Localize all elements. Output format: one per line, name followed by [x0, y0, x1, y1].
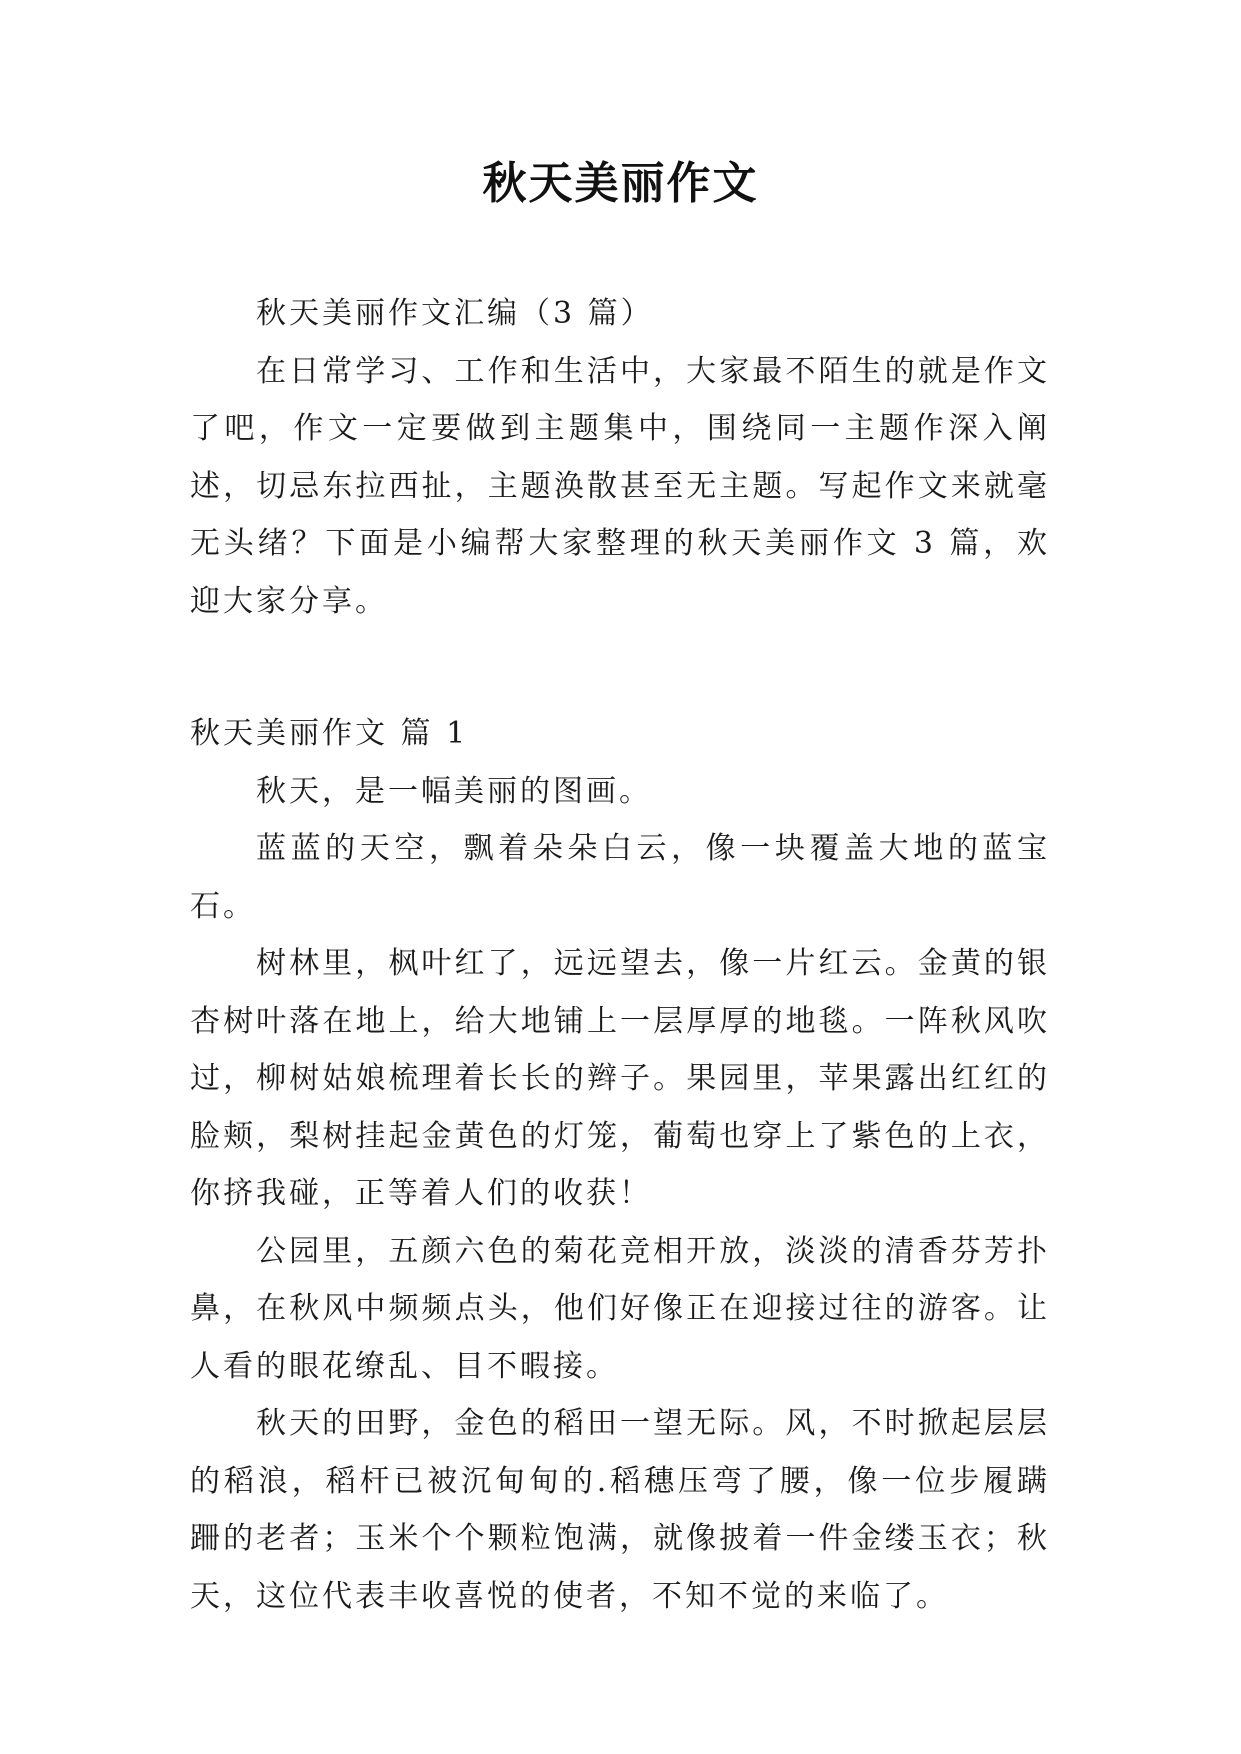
- essay-paragraph: 公园里，五颜六色的菊花竞相开放，淡淡的清香芬芳扑鼻，在秋风中频频点头，他们好像正在迎接过往的游客。让人看的眼花缭乱、目不暇接。: [190, 1233, 1050, 1384]
- section-spacer: [190, 630, 1050, 705]
- essay-paragraph: 秋天，是一幅美丽的图画。: [256, 773, 652, 809]
- essay-paragraph: 蓝蓝的天空，飘着朵朵白云，像一块覆盖大地的蓝宝石。: [190, 831, 1050, 924]
- intro-paragraph: 在日常学习、工作和生活中，大家最不陌生的就是作文了吧，作文一定要做到主题集中，围绕同一主题作深入阐述，切忌东拉西扯，主题涣散甚至无主题。写起作文来就毫无头绪？下面是小编帮大家整理的秋天美丽作文 3 篇，欢迎大家分享。: [190, 353, 1050, 619]
- intro-heading: 秋天美丽作文汇编（3 篇）: [256, 296, 654, 331]
- essay-paragraph: 树林里，枫叶红了，远远望去，像一片红云。金黄的银杏树叶落在地上，给大地铺上一层厚厚的地毯。一阵秋风吹过，柳树姑娘梳理着长长的辫子。果园里，苹果露出红红的脸颊，梨树挂起金黄色的灯笼，葡萄也穿上了紫色的上衣，你挤我碰，正等着人们的收获！: [190, 946, 1050, 1211]
- essay-paragraph: 秋天的田野，金色的稻田一望无际。风，不时掀起层层的稻浪，稻杆已被沉甸甸的.稻穗压弯了腰，像一位步履蹒跚的老者；玉米个个颗粒饱满，就像披着一件金缕玉衣；秋天，这位代表丰收喜悦的使者，不知不觉的来临了。: [190, 1406, 1050, 1614]
- document-body: [190, 285, 1050, 1625]
- section-heading: 秋天美丽作文 篇 1: [190, 716, 469, 751]
- document-title: 秋天美丽作文: [482, 158, 759, 209]
